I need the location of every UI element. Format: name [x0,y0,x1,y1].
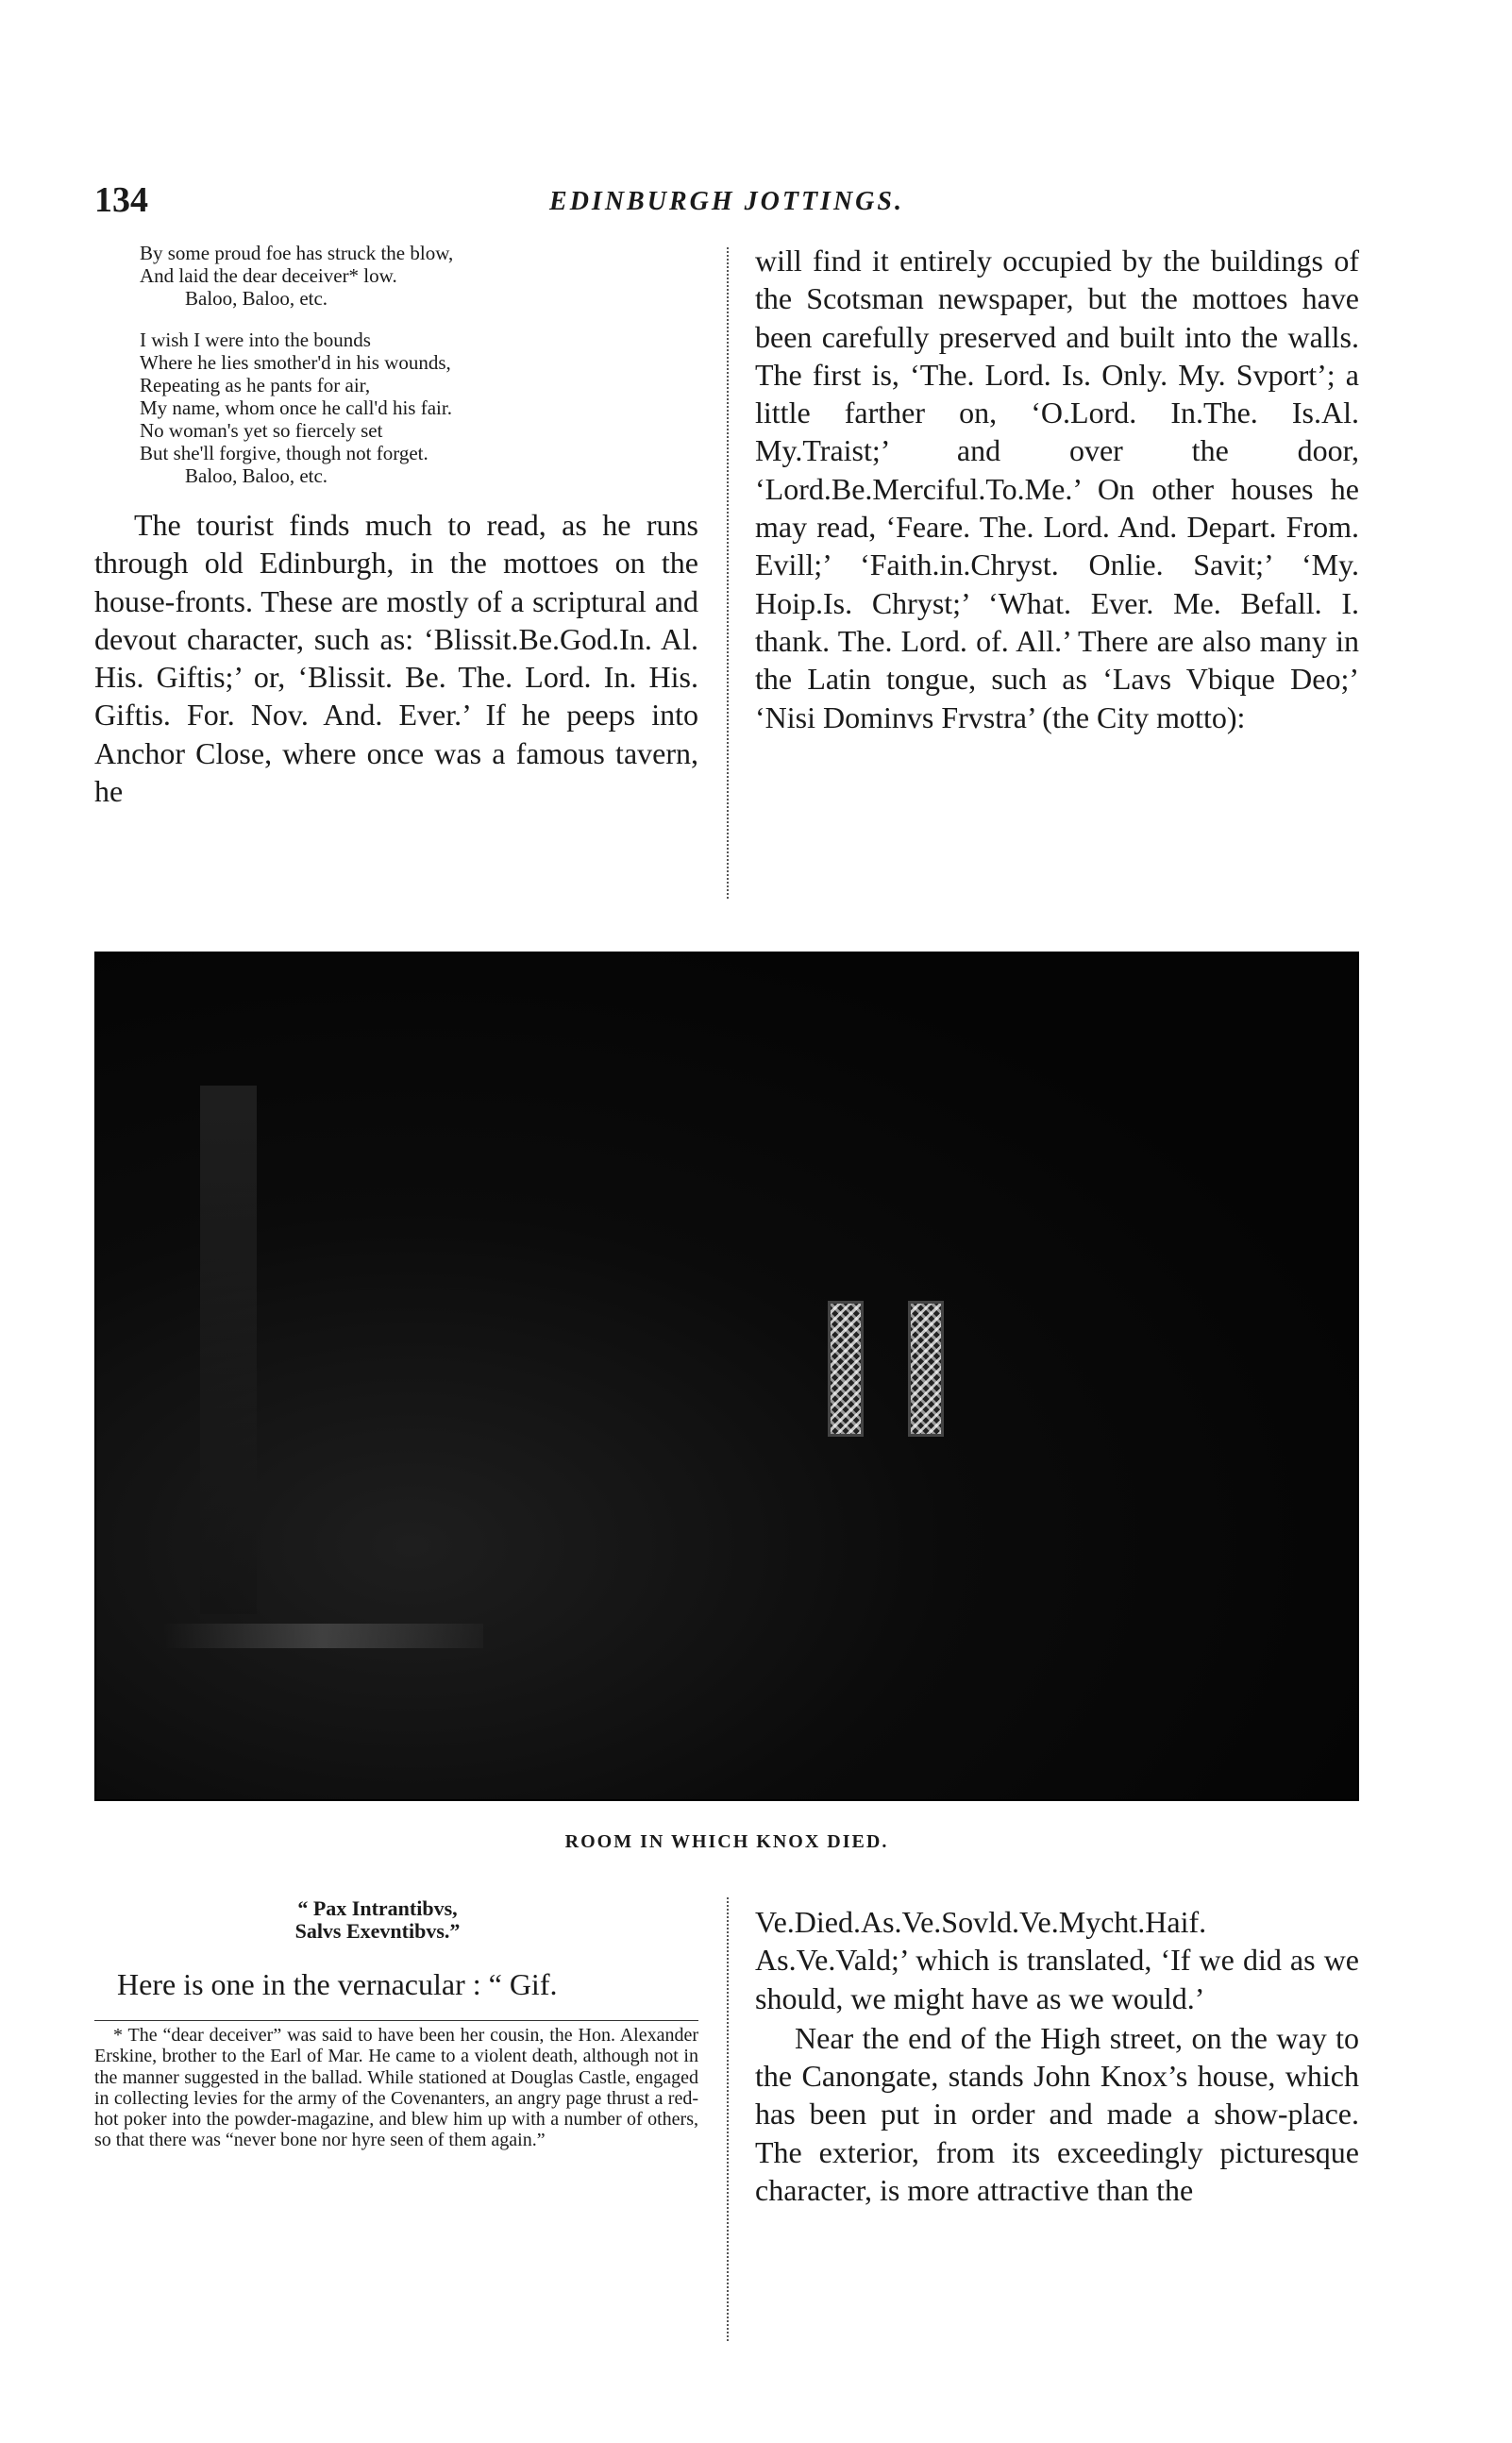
running-head: EDINBURGH JOTTINGS. [549,187,904,216]
footnote-rule [94,2020,698,2021]
poem-line: But she'll forgive, though not forget. [140,442,428,464]
tourist-paragraph: The tourist finds much to read, as he runs through old Edinburgh, in the mottoes on the house-fronts. These are mostly of a scriptural and devout character, such as: ‘Blissit.Be.God.In. Al. His. Giftis;’ or, ‘Blissit. Be. The. Lord. In. His. Giftis. For. Nov. And. Ever.’ If he peeps into Anchor Close, where once was a famous tavern, he [94,508,698,809]
poem-line: Where he lies smother'd in his wounds, [140,351,451,374]
right-column-bottom [755,1903,1359,2209]
poem-refrain: Baloo, Baloo, etc. [185,287,328,310]
knox-house-paragraph: Near the end of the High street, on the way to the Canongate, stands John Knox’s house, which has been put in order and made a show-place. The exterior, from its exceedingly picturesque character, is more attractive than the [755,2020,1359,2208]
footnote: * The “dear deceiver” was said to have been her cousin, the Hon. Alexander Erskine, brother to the Earl of Mar. He came to a violent death, although not in the manner suggested in the ballad. While stationed at Douglas Castle, engaged in collecting levies for the army of the Covenanters, an angry page thrust a red-hot poker into the powder-magazine, and blew him up with a number of others, so that there was “never bone nor hyre seen of them again.” [94,2025,698,2151]
engraving-image [94,952,1359,1801]
column-divider-top [727,247,729,899]
right-column-top [755,242,1359,736]
poem-line: No woman's yet so fiercely set [140,419,383,442]
figure-caption: ROOM IN WHICH KNOX DIED. [564,1831,889,1852]
poem-line: Repeating as he pants for air, [140,374,371,396]
poem-line: And laid the dear deceiver* low. [140,264,397,287]
page-number: 134 [94,180,148,220]
leaded-window-right [908,1301,944,1437]
poem-refrain: Baloo, Baloo, etc. [185,464,328,487]
leaded-window-left [828,1301,864,1437]
poem-line: By some proud foe has struck the blow, [140,242,454,264]
knox-room-illustration [94,952,1359,1801]
scotsman-paragraph: will find it entirely occupied by the buildings of the Scotsman newspaper, but the mottoes have been carefully preserved and built into the walls. The first is, ‘The. Lord. Is. Only. My. Svport’; a little farther on, ‘O.Lord. In.The. Is.Al. My.Traist;’ and over the door, ‘Lord.Be.Merciful.To.Me.’ On other houses he may read, ‘Feare. The. Lord. And. Depart. From. Evill;’ ‘Faith.in.Chryst. Onlie. Savit;’ ‘My. Hoip.Is. Chryst;’ ‘What. Ever. Me. Befall. I. thank. The. Lord. of. All.’ There are also many in the Latin tongue, such as ‘Lavs Vbique Deo;’ ‘Nisi Dominvs Frvstra’ (the City motto): [755,244,1359,734]
poem-line: I wish I were into the bounds [140,329,371,351]
poem-line: My name, whom once he call'd his fair. [140,396,452,419]
floor-highlight [162,1624,483,1648]
column-divider-bottom [727,1897,729,2341]
page-header [94,179,1359,227]
translation-paragraph: Ve.Died.As.Ve.Sovld.Ve.Mycht.Haif. As.Ve.Vald;’ which is translated, ‘If we did as we should, we might have as we would.’ [755,1905,1359,2015]
poem-stanza-1 [140,242,698,310]
left-column-top [94,242,698,810]
shadow-pillar [200,1086,257,1614]
motto-line-2: Salvs Exevntibvs.” [294,1919,461,1943]
latin-motto [57,1897,698,1943]
poem [140,242,698,487]
poem-stanza-2 [140,329,698,487]
motto-line-1: “ Pax Intrantibvs, [297,1896,458,1920]
left-column-bottom [94,1897,698,2151]
vernacular-line: Here is one in the vernacular : “ Gif. [117,1967,558,2001]
